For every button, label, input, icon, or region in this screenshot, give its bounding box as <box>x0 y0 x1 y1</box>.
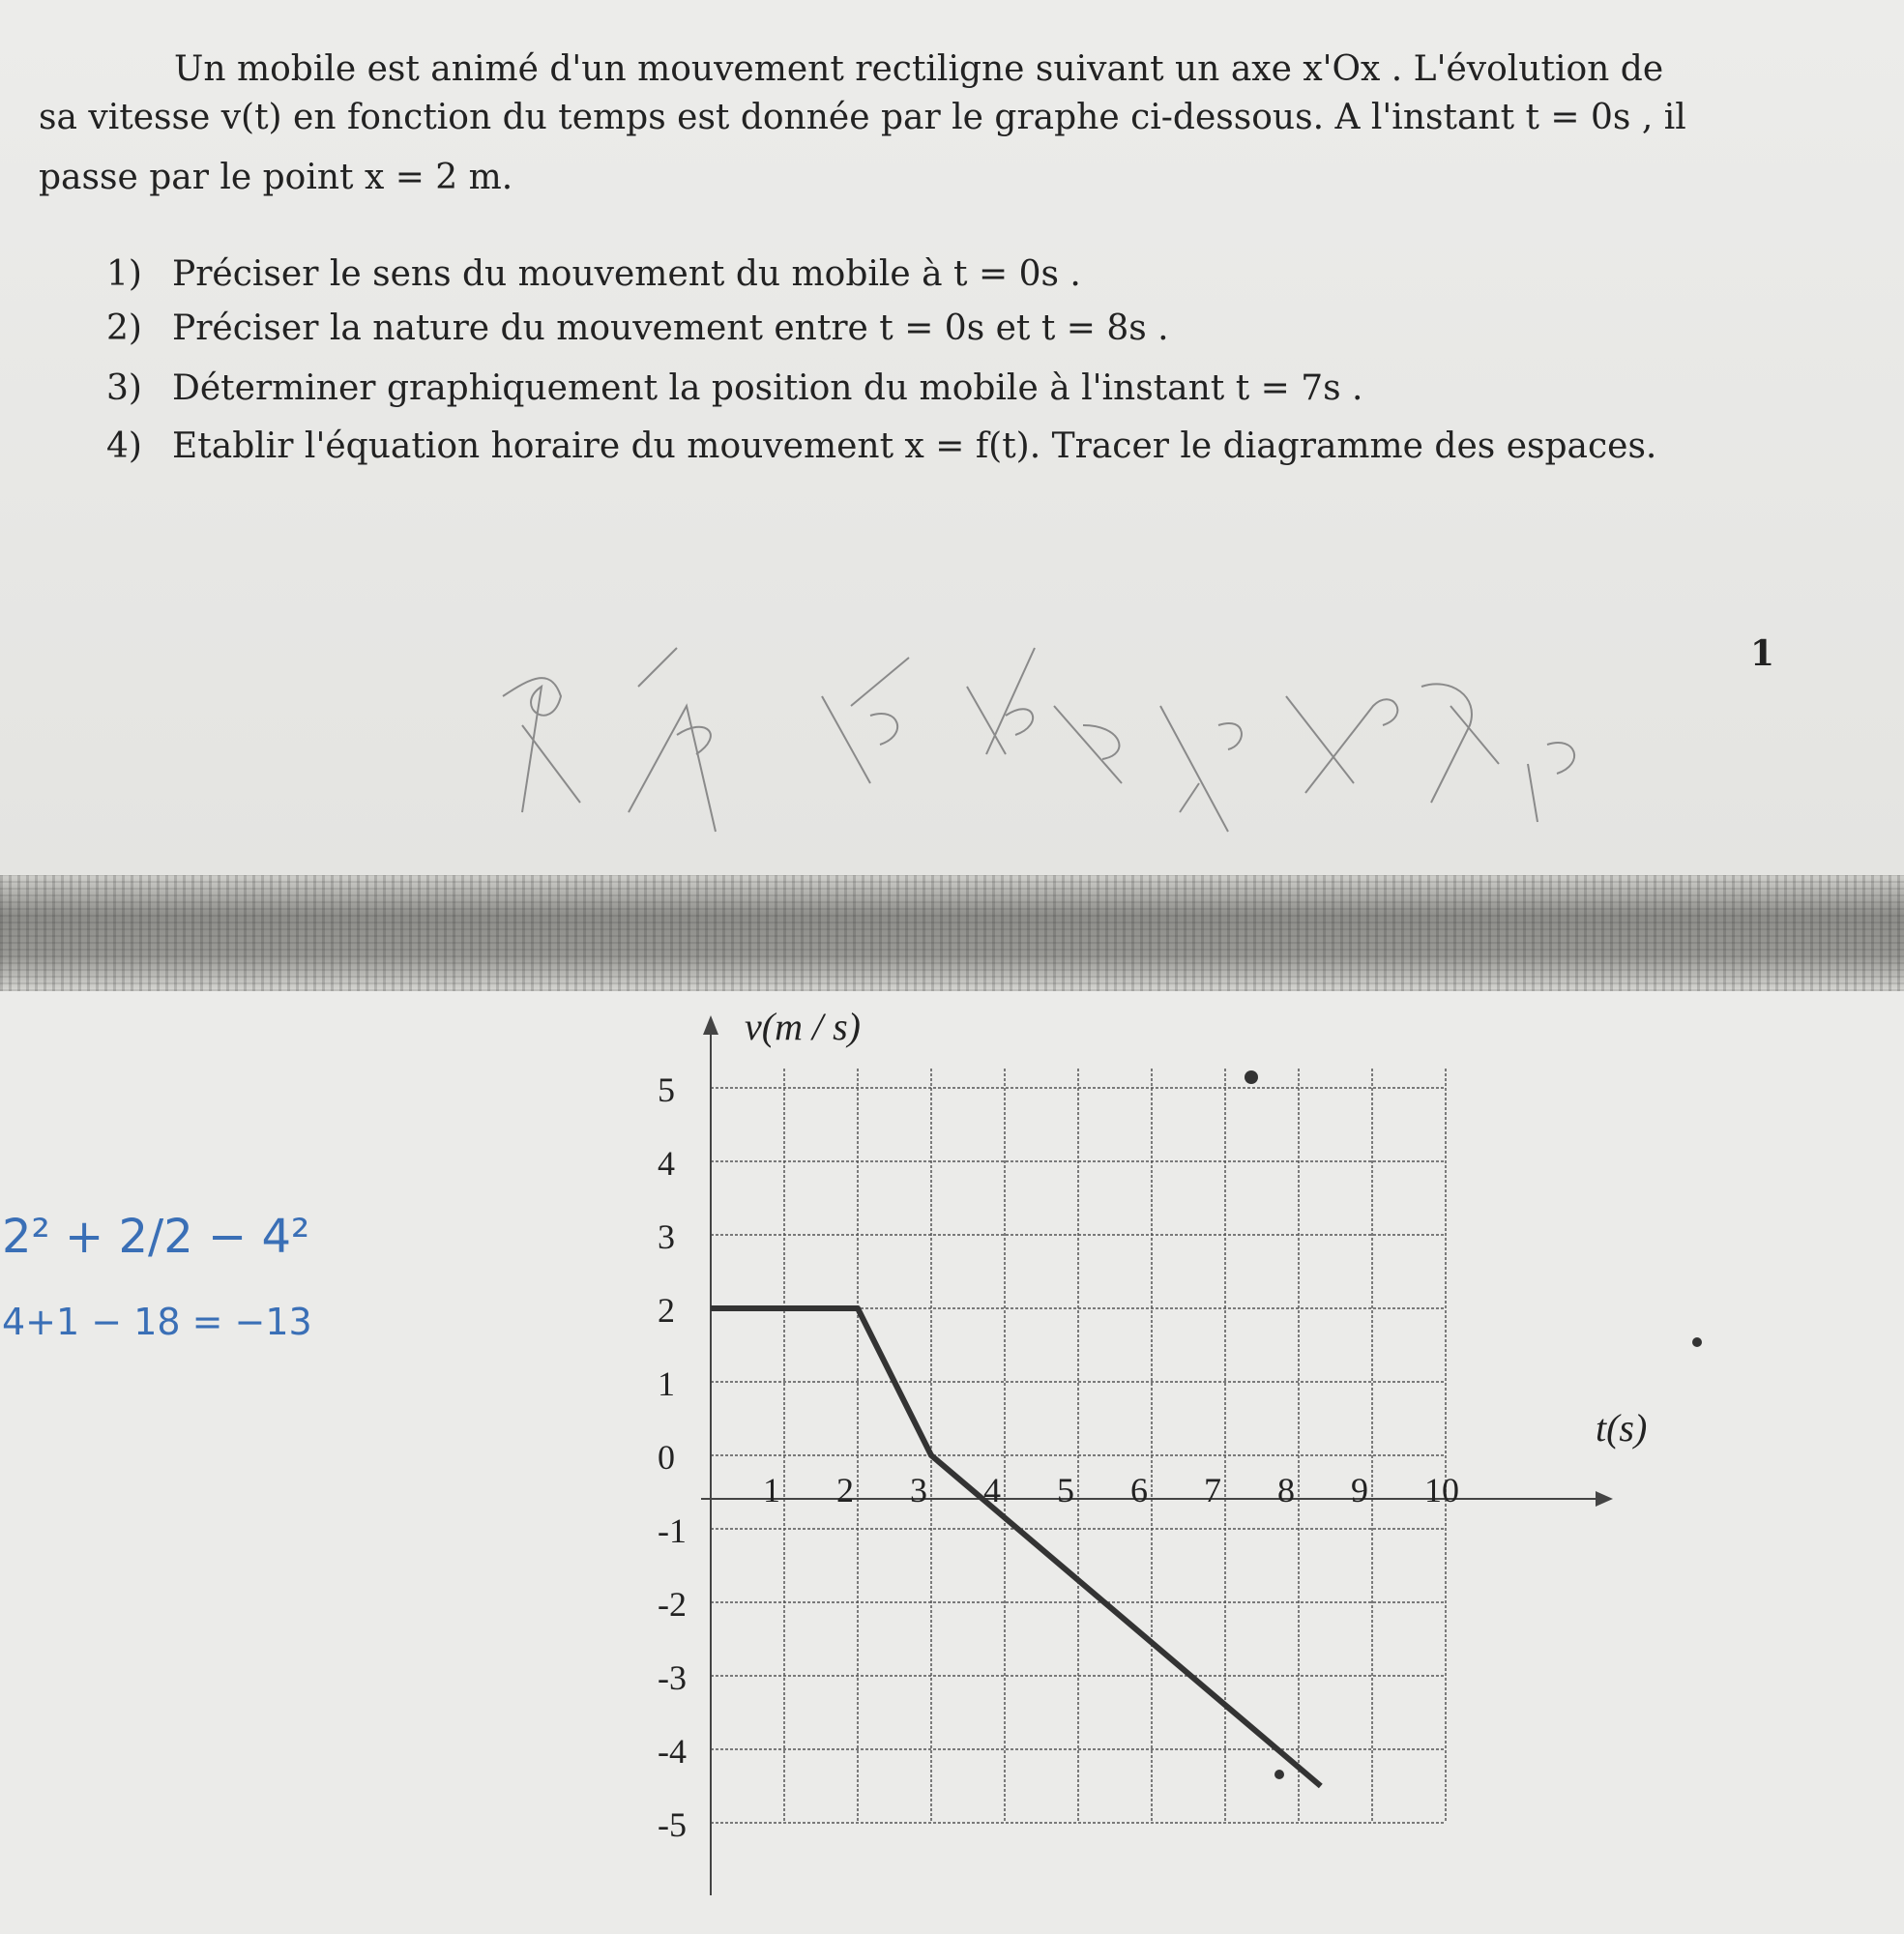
question-number: 1) <box>106 254 142 294</box>
pencil-signatures <box>483 590 1644 880</box>
x-tick-label: 10 <box>1424 1471 1459 1509</box>
y-tick-label: 4 <box>658 1144 675 1183</box>
chart-grid <box>711 1069 1446 1823</box>
y-tick-label: -4 <box>658 1732 687 1771</box>
y-tick-label: -1 <box>658 1511 687 1550</box>
x-tick-label: 5 <box>1057 1471 1074 1509</box>
question-3 <box>106 367 1363 410</box>
y-tick-label: 0 <box>658 1438 675 1477</box>
x-tick-label: 9 <box>1351 1471 1368 1509</box>
question-text: Préciser le sens du mouvement du mobile à t = 0s . <box>172 254 1081 294</box>
question-2 <box>106 308 1169 350</box>
x-tick-label: 8 <box>1277 1471 1295 1509</box>
chart-series <box>711 1308 1321 1786</box>
ink-dot <box>1692 1337 1702 1347</box>
y-tick-label: 1 <box>658 1364 675 1403</box>
handwritten-line-2: 4+1 − 18 = −13 <box>2 1301 312 1343</box>
photocopy-fold-band <box>0 875 1904 991</box>
x-axis-label: t(s) <box>1596 1406 1648 1450</box>
x-tick-label: 4 <box>983 1471 1001 1509</box>
x-tick-label: 6 <box>1130 1471 1148 1509</box>
velocity-time-chart <box>619 996 1731 1915</box>
intro-line-3: passe par le point x = 2 m. <box>39 158 513 197</box>
question-number: 3) <box>106 368 142 408</box>
intro-line-2: sa vitesse v(t) en fonction du temps est donnée par le graphe ci-dessous. A l'instant t = 0s , il <box>39 98 1686 137</box>
x-tick-label: 1 <box>763 1471 780 1509</box>
question-text: Déterminer graphiquement la position du mobile à l'instant t = 7s . <box>172 368 1363 408</box>
x-tick-label: 3 <box>910 1471 927 1509</box>
question-1 <box>106 253 1081 296</box>
question-4 <box>106 425 1656 468</box>
page-number: 1 <box>1750 633 1775 674</box>
y-tick-label: 2 <box>658 1291 675 1330</box>
velocity-series-line <box>711 1308 1321 1786</box>
handwritten-line-1: 2² + 2/2 − 4² <box>2 1210 310 1264</box>
chart-tick-labels <box>658 1070 1459 1844</box>
y-axis-arrow-icon <box>703 1015 718 1035</box>
question-number: 2) <box>106 308 142 348</box>
y-tick-label: 3 <box>658 1217 675 1256</box>
x-axis-arrow-icon <box>1596 1491 1613 1507</box>
x-tick-label: 2 <box>836 1471 854 1509</box>
handwritten-notes <box>0 1199 406 1354</box>
y-tick-label: -2 <box>658 1585 687 1624</box>
ink-dot <box>1245 1070 1258 1084</box>
y-axis-label: v(m / s) <box>745 1005 861 1048</box>
question-number: 4) <box>106 426 142 466</box>
y-tick-label: 5 <box>658 1070 675 1109</box>
question-text: Préciser la nature du mouvement entre t = 0s et t = 8s . <box>172 308 1169 348</box>
ink-dot <box>1274 1770 1284 1779</box>
y-tick-label: -3 <box>658 1658 687 1697</box>
y-tick-label: -5 <box>658 1805 687 1844</box>
x-tick-label: 7 <box>1204 1471 1221 1509</box>
question-text: Etablir l'équation horaire du mouvement x = f(t). Tracer le diagramme des espaces. <box>172 426 1657 466</box>
intro-line-1: Un mobile est animé d'un mouvement rectiligne suivant un axe x'Ox . L'évolution de <box>174 49 1664 89</box>
